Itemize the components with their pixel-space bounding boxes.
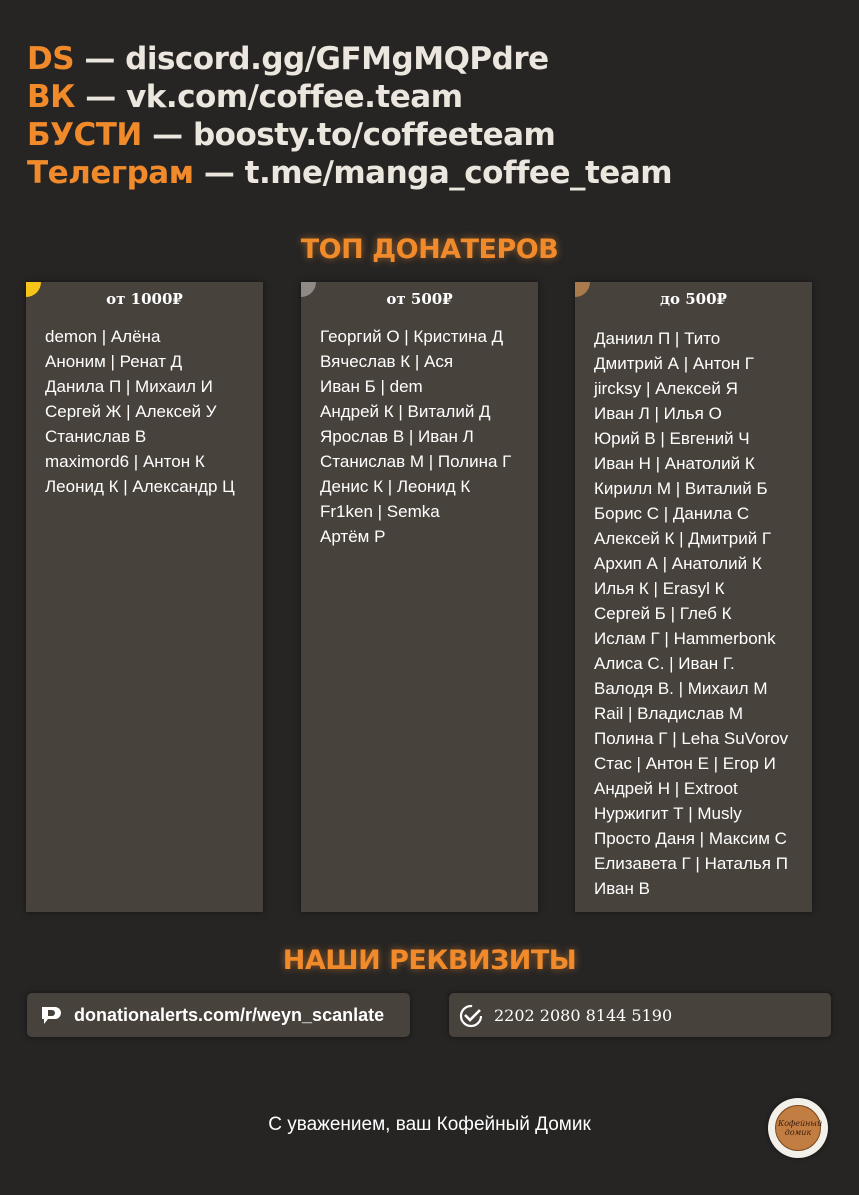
donor-entry: Леонид К | Александр Ц <box>45 477 235 496</box>
link-url[interactable]: t.me/manga_coffee_team <box>244 155 673 191</box>
link-telegram[interactable] <box>27 154 672 192</box>
donor-entry: Станислав М | Полина Г <box>320 452 512 471</box>
donor-entry: Вячеслав К | Ася <box>320 352 454 371</box>
donor-entry: Алиса С. | Иван Г. <box>594 654 735 673</box>
donor-entry: Станислав В <box>45 427 147 446</box>
donor-entry: Нуржигит Т | Musly <box>594 804 742 823</box>
donor-entry: Дмитрий А | Антон Г <box>594 354 754 373</box>
donationalerts-icon <box>38 1004 62 1028</box>
footer-signature: С уважением, ваш Кофейный Домик <box>268 1114 591 1135</box>
donor-entry: Полина Г | Leha SuVorov <box>594 729 789 748</box>
link-vk[interactable] <box>27 78 672 116</box>
donor-entry: Иван Л | Илья О <box>594 404 722 423</box>
donor-list <box>45 324 235 499</box>
donor-entry: Иван Б | dem <box>320 377 423 396</box>
donationalerts-link[interactable] <box>27 993 410 1037</box>
link-url[interactable]: boosty.to/coffeeteam <box>192 117 556 153</box>
link-key: ВК <box>27 79 75 115</box>
logo-badge <box>775 1105 821 1151</box>
donor-entry: maximord6 | Антон К <box>45 452 205 471</box>
social-links <box>27 40 672 192</box>
link-discord[interactable] <box>27 40 672 78</box>
donor-column-under-500 <box>575 282 812 912</box>
card-number[interactable] <box>449 993 831 1037</box>
donor-entry: Андрей К | Виталий Д <box>320 402 491 421</box>
link-sep: — <box>74 79 127 115</box>
column-header: от 500₽ <box>386 290 453 308</box>
donor-entry: Просто Даня | Максим С <box>594 829 787 848</box>
donor-entry: Юрий В | Евгений Ч <box>594 429 750 448</box>
donor-entry: Елизавета Г | Наталья П <box>594 854 788 873</box>
card-number-text[interactable]: 2202 2080 8144 5190 <box>494 1006 673 1025</box>
donor-entry: Данила П | Михаил И <box>45 377 213 396</box>
donor-entry: Илья К | Erasyl К <box>594 579 725 598</box>
donor-entry: Ислам Г | Hammerbonk <box>594 629 776 648</box>
donor-entry: Валодя В. | Михаил М <box>594 679 768 698</box>
donor-entry: Аноним | Ренат Д <box>45 352 183 371</box>
link-key: БУСТИ <box>27 117 142 153</box>
donor-entry: Денис К | Леонид К <box>320 477 471 496</box>
donor-entry: Андрей Н | Extroot <box>594 779 738 798</box>
donor-entry: Стас | Антон Е | Егор И <box>594 754 776 773</box>
link-sep: — <box>193 155 245 191</box>
link-url[interactable]: vk.com/coffee.team <box>126 79 463 115</box>
logo-text: Кофейный домик <box>778 1119 823 1137</box>
donor-list <box>594 326 788 901</box>
donor-entry: Кирилл М | Виталий Б <box>594 479 768 498</box>
donor-list <box>320 324 511 549</box>
donor-column-500-plus <box>301 282 538 912</box>
donor-entry: Артём Р <box>320 527 386 546</box>
donor-entry: Сергей Б | Глеб К <box>594 604 732 623</box>
link-sep: — <box>74 41 126 77</box>
donor-entry: demon | Алёна <box>45 327 161 346</box>
coffee-house-logo <box>768 1098 828 1158</box>
column-header: от 1000₽ <box>106 290 183 308</box>
link-sep: — <box>141 117 193 153</box>
column-header: до 500₽ <box>660 290 727 308</box>
donor-entry: Сергей Ж | Алексей У <box>45 402 217 421</box>
donor-entry: Fr1ken | Semka <box>320 502 440 521</box>
link-key: Телеграм <box>27 155 194 191</box>
donor-entry: Rail | Владислав М <box>594 704 744 723</box>
payment-title: НАШИ РЕКВИЗИТЫ <box>282 945 577 976</box>
donor-entry: Иван В <box>594 879 650 898</box>
donors-title: ТОП ДОНАТЕРОВ <box>300 234 559 265</box>
donor-entry: Архип А | Анатолий К <box>594 554 762 573</box>
donor-entry: Георгий О | Кристина Д <box>320 327 504 346</box>
donor-entry: jircksy | Алексей Я <box>594 379 738 398</box>
link-boosty[interactable] <box>27 116 672 154</box>
donor-entry: Даниил П | Тито <box>594 329 721 348</box>
donor-entry: Борис С | Данила С <box>594 504 750 523</box>
link-key: DS <box>27 41 75 77</box>
donor-entry: Иван Н | Анатолий К <box>594 454 755 473</box>
donor-entry: Алексей К | Дмитрий Г <box>594 529 772 548</box>
donor-column-1000 <box>26 282 263 912</box>
sberbank-icon <box>459 1004 483 1028</box>
link-url[interactable]: discord.gg/GFMgMQPdre <box>125 41 549 77</box>
donor-entry: Ярослав В | Иван Л <box>320 427 474 446</box>
donationalerts-url[interactable]: donationalerts.com/r/weyn_scanlate <box>74 1005 385 1025</box>
